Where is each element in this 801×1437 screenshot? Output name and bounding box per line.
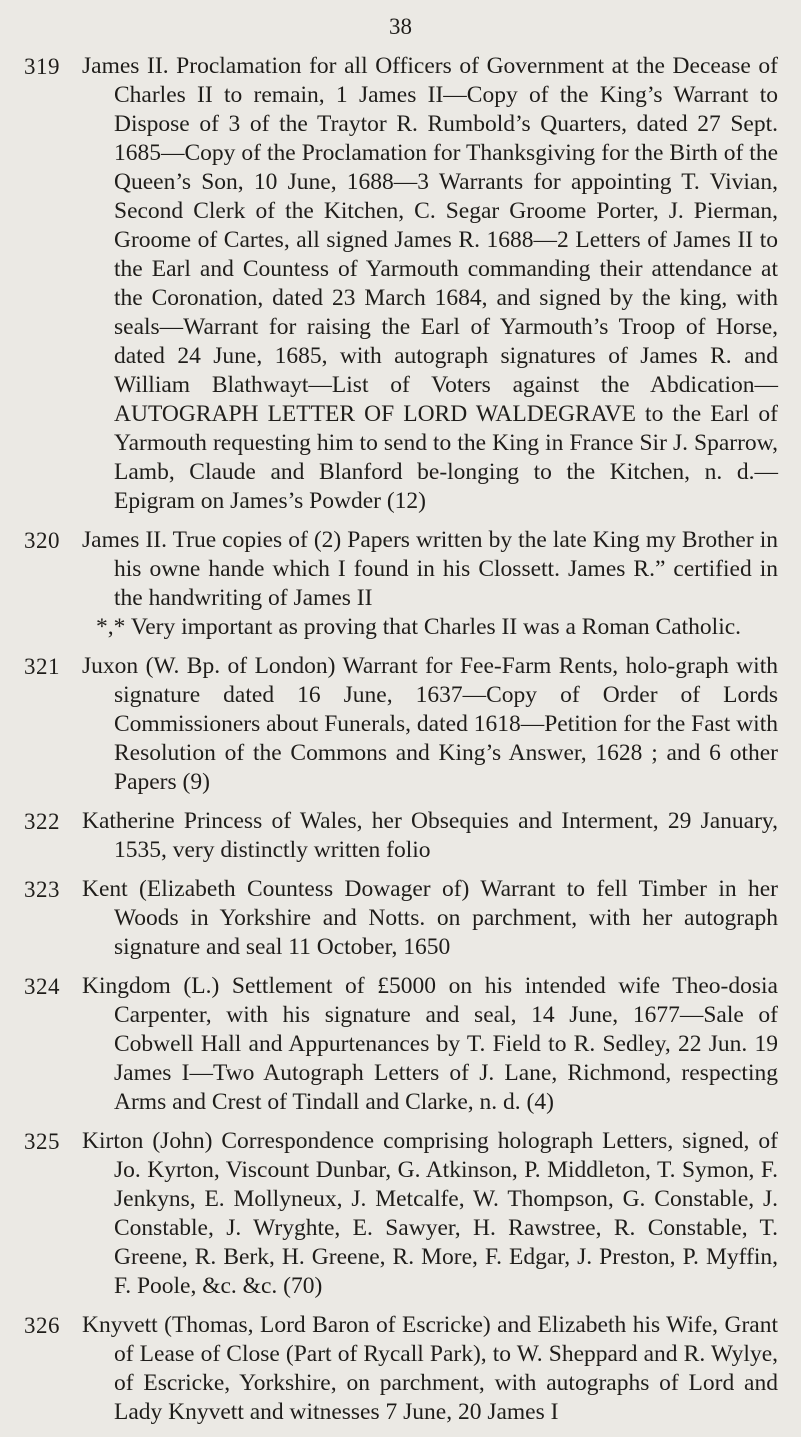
entry-323 bbox=[0, 875, 801, 962]
lot-number: 321 bbox=[24, 654, 60, 679]
entry-324 bbox=[0, 972, 801, 1117]
lot-number: 320 bbox=[24, 528, 60, 553]
lot-number: 324 bbox=[24, 974, 60, 999]
lot-description: Katherine Princess of Wales, her Obsequies and Interment, 29 January, 1535, very distinctly written folio bbox=[82, 808, 778, 863]
lot-description: James II. True copies of (2) Papers written by the late King my Brother in his owne hande which I found in his Clossett. James R.” certified in the handwriting of James II bbox=[82, 527, 778, 611]
lot-description: Kent (Elizabeth Countess Dowager of) Warrant to fell Timber in her Woods in Yorkshire and Notts. on parchment, with her autograph signature and seal 11 October, 1650 bbox=[82, 876, 778, 960]
entry-321 bbox=[0, 652, 801, 797]
lot-description: James II. Proclamation for all Officers of Government at the Decease of Charles II to remain, 1 James II—Copy of the King’s Warrant to Dispose of 3 of the Traytor R. Rumbold’s Quarters, dated 27 Sept. 1685—Copy of the Proclamation for Thanksgiving for the Birth of the Queen’s Son, 10 June, 1688—3 Warrants for appointing T. Vivian, Second Clerk of the Kitchen, C. Segar Groome Porter, J. Pierman, Groome of Cartes, all signed James R. 1688—2 Letters of James II to the Earl and Countess of Yarmouth commanding their attendance at the Coronation, dated 23 March 1684, and signed by the king, with seals—Warrant for raising the Earl of Yarmouth’s Troop of Horse, dated 24 June, 1685, with autograph signatures of James R. and William Blathwayt—List of Voters against the Abdication—AUTOGRAPH LETTER OF LORD WALDEGRAVE to the Earl of Yarmouth requesting him to send to the King in France Sir J. Sparrow, Lamb, Claude and Blanford be-longing to the Kitchen, n. d.—Epigram on James’s Powder (12) bbox=[82, 53, 778, 514]
entry-list bbox=[0, 52, 801, 1437]
lot-description: Kingdom (L.) Settlement of £5000 on his intended wife Theo-dosia Carpenter, with his signature and seal, 14 June, 1677—Sale of Cobwell Hall and Appurtenances by T. Field to R. Sedley, 22 Jun. 19 James I—Two Autograph Letters of J. Lane, Richmond, respecting Arms and Crest of Tindall and Clarke, n. d. (4) bbox=[82, 973, 778, 1115]
lot-number: 322 bbox=[24, 809, 60, 834]
page-number: 38 bbox=[389, 14, 412, 39]
lot-number: 323 bbox=[24, 877, 60, 902]
entry-319 bbox=[0, 52, 801, 516]
lot-number: 325 bbox=[24, 1129, 60, 1154]
lot-number: 326 bbox=[24, 1313, 60, 1338]
entry-325 bbox=[0, 1127, 801, 1301]
lot-description: Kirton (John) Correspondence comprising holograph Letters, signed, of Jo. Kyrton, Viscount Dunbar, G. Atkinson, P. Middleton, T. Symon, F. Jenkyns, E. Mollyneux, J. Metcalfe, W. Thompson, G. Constable, J. Constable, J. Wryghte, E. Sawyer, H. Rawstree, R. Constable, T. Greene, R. Berk, H. Greene, R. More, F. Edgar, J. Preston, P. Myffin, F. Poole, &c. &c. (70) bbox=[82, 1128, 778, 1299]
lot-number: 319 bbox=[24, 54, 60, 79]
entry-320 bbox=[0, 526, 801, 642]
lot-description: Knyvett (Thomas, Lord Baron of Escricke) and Elizabeth his Wife, Grant of Lease of Close (Part of Rycall Park), to W. Sheppard and R. Wylye, of Escricke, Yorkshire, on parchment, with autographs of Lord and Lady Knyvett and witnesses 7 June, 20 James I bbox=[82, 1312, 778, 1425]
entry-326 bbox=[0, 1311, 801, 1427]
lot-description: Juxon (W. Bp. of London) Warrant for Fee-Farm Rents, holo-graph with signature dated 16 June, 1637—Copy of Order of Lords Commissioners about Funerals, dated 1618—Petition for the Fast with Resolution of the Commons and King’s Answer, 1628 ; and 6 other Papers (9) bbox=[82, 653, 778, 795]
entry-322 bbox=[0, 807, 801, 865]
lot-note: *,* Very important as proving that Charles II was a Roman Catholic. bbox=[96, 614, 742, 640]
